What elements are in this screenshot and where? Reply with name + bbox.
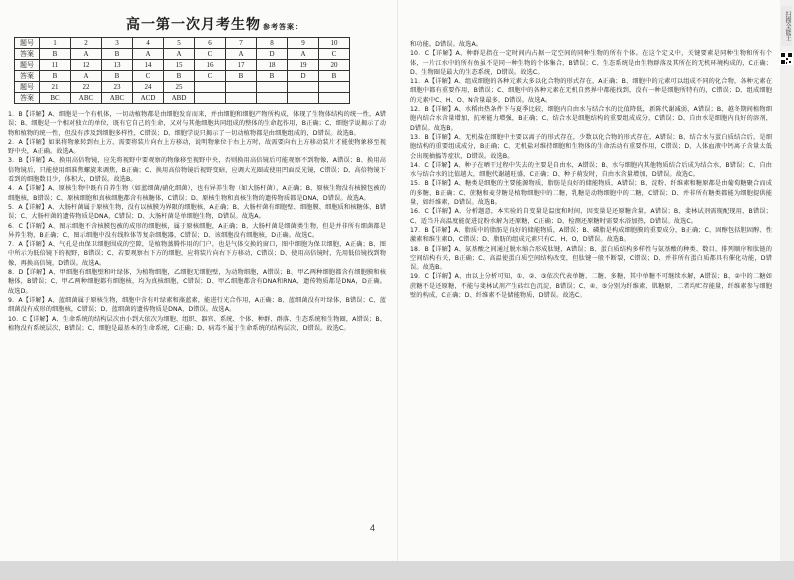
answer-table-cell: A [133, 49, 164, 60]
left-answer-explanations [8, 110, 386, 333]
explanation-paragraph: 13．B【详解】A、无机盐在细胞中主要以离子的形式存在，少数以化合物的形式存在，A错误；B、结合水与蛋白质结合后，是细胞结构的重要组成成分，B正确；C、无机盐对维持细胞和生物体的生命活动有重要作用，C错误；D、人体血液中钙离子含量太低会出现抽搐等症状，D错误。故选B。 [410, 133, 772, 160]
answer-table-row [15, 38, 350, 49]
title-suffix: 参考答案： [263, 22, 303, 31]
answer-table-cell: B [102, 49, 133, 60]
qr-code-icon [780, 52, 793, 65]
answer-table-cell: A [164, 49, 195, 60]
answer-table-header-cell: 题号 [15, 38, 40, 49]
answer-table-cell: 1 [40, 38, 71, 49]
answer-table-cell: B [164, 71, 195, 82]
answer-table-cell: 13 [102, 60, 133, 71]
explanation-paragraph: 2．A【详解】如果将物象转到右上方，需要将装片向右上方移动，说明物象位于右上方时，故需要向右上方移动装片才能使物象移至视野中央，A正确。故选A。 [8, 138, 386, 156]
answer-table-row [15, 82, 350, 93]
explanation-paragraph: 18．B【详解】A、氨基酸之间通过脱水缩合形成肽键，A错误；B、蛋白质结构多样性与氨基酸的种类、数目、排列顺序和肽链的空间结构有关，B正确；C、高温使蛋白质空间结构改变，但肽键一般不断裂，C错误；D、并非所有蛋白质都具有催化功能，D错误。故选B。 [410, 245, 772, 272]
answer-table-cell: B [226, 71, 257, 82]
explanation-paragraph: 4．A【详解】A、原核生物中既有自养生物（如蓝细菌/硝化细菌），也有异养生物（如大肠杆菌），A正确；B、原核生物没有核膜包被的细胞核，B错误；C、原核细胞和真核细胞都含有核糖体，C错误；D、原核生物和真核生物的遗传物质都是DNA，D错误。故选A。 [8, 185, 386, 202]
answer-table-cell: 12 [71, 60, 102, 71]
side-strip [780, 0, 794, 561]
answer-table-cell: C [319, 49, 350, 60]
answer-table-cell: A [288, 49, 319, 60]
explanation-paragraph: 15．B【详解】A、糖类是细胞的主要能源物质，脂肪是良好的储能物质，A错误；B、淀粉、纤维素和糖原都是由葡萄糖聚合而成的多糖，B正确；C、蔗糖和麦芽糖是植物细胞中的二糖，乳糖是动物细胞中的二糖，C错误；D、并非所有糖类都能为细胞提供能量，如纤维素，D错误。故选B。 [410, 180, 772, 207]
explanation-paragraph: 10．C【详解】A、生命系统的结构层次由小到大依次为细胞、组织、器官、系统、个体、种群、群落、生态系统和生物圈，A错误；B、植物没有系统层次，B错误；C、细胞是最基本的生命系统，C正确；D、病毒不属于生命系统的结构层次，D错误。故选C。 [8, 315, 386, 332]
answer-table-cell: D [257, 49, 288, 60]
answer-table-cell [257, 93, 288, 104]
explanation-paragraph: 16．C【详解】A、分析题意，本实验的自变量是温度和时间，因变量是还原糖含量，A错误；B、斐林试剂需现配现用，B错误；C、适当升高温度能促进淀粉水解为还原糖，C正确；D、检测还原糖时需要水浴加热，D错误。故选C。 [410, 208, 772, 225]
answer-table-cell: 4 [133, 38, 164, 49]
answer-table-cell: 9 [288, 38, 319, 49]
answer-table-cell: BC [40, 93, 71, 104]
explanation-paragraph: 1．B【详解】A、细胞是一个有机体，一切动植物都是由细胞发育而来，并由细胞和细胞产物所构成，体现了生物体结构的统一性，A错误；B、细胞是一个相对独立的单位，既有它自己的生命，又对与其他细胞共同组成的整体的生命起作用，B正确；C、细胞学说揭示了动物和植物的统一性，但没有涉及到细胞多样性，C错误；D、细胞学说只揭示了一切动植物都是由细胞组成的，D错误。故选B。 [8, 111, 386, 137]
answer-table-cell [226, 93, 257, 104]
answer-table-header-cell: 答案 [15, 71, 40, 82]
answer-table-cell: ACD [133, 93, 164, 104]
answer-table-cell [288, 93, 319, 104]
answer-table-row [15, 60, 350, 71]
page-number: 4 [370, 523, 376, 533]
answer-table-cell: 11 [40, 60, 71, 71]
answer-table-cell: 15 [164, 60, 195, 71]
answer-table-header-cell: 题号 [15, 60, 40, 71]
explanation-paragraph: 6．C【详解】A、图示细胞不含核膜包被的成形的细胞核，属于原核细胞，A正确；B、大肠杆菌是细菌类生物，但是并非所有细菌都是异养生物，B正确；C、图示细胞中没有线粒体等复杂细胞器，C错误；D、该细胞没有细胞核，D正确。故选C。 [8, 222, 386, 239]
explanation-paragraph: 14．C【详解】A、种子在晒干过程中失去的主要是自由水，A错误；B、水与细胞内其他物质结合后成为结合水，B错误；C、自由水与结合水的比值越大，细胞代谢越旺盛，C正确；D、种子萌发时，自由水含量增加，D错误。故选C。 [410, 161, 772, 179]
answer-table-header-cell: 答案 [15, 93, 40, 104]
page-fold [397, 0, 398, 561]
answer-table-cell: B [102, 71, 133, 82]
explanation-paragraph: 10．C【详解】A、种群是指在一定时间内占据一定空间的同种生物的所有个体。在这个定义中，关键要素是同种生物和所有个体，一片江水中的所有鱼虽不是同一种生物的个体集合，B错误；C、生态系统是由生物群落及其所在的无机环境构成的，C正确；D、生物圈是最大的生态系统，D错误。故选C。 [410, 50, 772, 76]
answer-table-cell: 6 [195, 38, 226, 49]
right-answer-explanations [410, 40, 772, 300]
answer-table-cell [257, 82, 288, 93]
answer-table-cell: 16 [195, 60, 226, 71]
answer-table-cell: A [71, 49, 102, 60]
answer-table-cell [195, 93, 226, 104]
answer-table-cell: B [40, 71, 71, 82]
explanation-paragraph: 19．C【详解】A、由以上分析可知，①、②、③依次代表单糖、二糖、多糖，其中单糖不可继续水解，A错误；B、②中的二糖如蔗糖不是还原糖，不能与斐林试剂产生砖红色沉淀，B错误；C、④、⑤分别为纤维素、肌糖原，二者均贮存能量，纤维素参与细胞壁的构成，C正确；D、纤维素不是储能物质，D错误。故选C。 [410, 273, 772, 300]
answer-table-cell: 17 [226, 60, 257, 71]
answer-table-cell: ABC [71, 93, 102, 104]
explanation-paragraph: 9．A【详解】A、蓝细菌属于原核生物，细胞中含有叶绿素和藻蓝素，能进行光合作用，A正确；B、蓝细菌没有叶绿体，B错误；C、蓝细菌没有成形的细胞核，C错误；D、蓝细菌的遗传物质是DNA，D错误。故选A。 [8, 296, 386, 314]
answer-table-row [15, 93, 350, 104]
answer-table-cell: 8 [257, 38, 288, 49]
answer-table-cell [319, 93, 350, 104]
explanation-paragraph: 7．A【详解】A、气孔是由保卫细胞围成的空隙，是植物蒸腾作用的门户，也是气体交换的窗口，图中细胞为保卫细胞，A正确；B、图中所示为低倍镜下的视野，B错误；C、若要观察右下方的细胞，应将装片向右下方移动，C错误；D、使用高倍镜时，先用低倍镜找到物像，再换高倍镜，D错误。故选A。 [8, 241, 386, 267]
answer-table-header-cell: 题号 [15, 82, 40, 93]
answer-table-cell: 20 [319, 60, 350, 71]
answer-table-cell: 21 [40, 82, 71, 93]
answer-table-cell: D [288, 71, 319, 82]
answer-table-cell [195, 82, 226, 93]
explanation-paragraph: 8．D【详解】A、甲细胞有细胞壁和叶绿体，为植物细胞，乙细胞无细胞壁，为动物细胞，A错误；B、甲乙两种细胞都含有细胞膜和核糖体，B错误；C、甲乙两种细胞都有细胞核，均为真核细胞，C错误；D、甲乙细胞都含有DNA和RNA，遗传物质都是DNA，D正确。故选D。 [8, 269, 386, 295]
answer-table-cell: A [226, 49, 257, 60]
answer-table-header-cell: 答案 [15, 49, 40, 60]
answer-table-cell: 5 [164, 38, 195, 49]
answer-table-cell: C [195, 71, 226, 82]
answer-table-cell: B [319, 71, 350, 82]
answer-table-row [15, 71, 350, 82]
answer-table [14, 37, 350, 104]
explanation-paragraph: 17．B【详解】A、脂质中的脂肪是良好的储能物质，A错误；B、磷脂是构成细胞膜的重要成分，B正确；C、固醇包括胆固醇、性激素和维生素D，C错误；D、脂肪的组成元素只有C、H、O，D错误。故选B。 [410, 226, 772, 244]
answer-table-cell [288, 82, 319, 93]
explanation-paragraph: 3．B【详解】A、换用高倍物镜，应先将视野中要观察的物像移至视野中央，否则换用高倍镜后可能观察不到物像，A错误；B、换用高倍物镜后，只能使用细准焦螺旋来调焦，B正确；C、换用高倍物镜后视野变暗，应调大光圈或使用凹面反光镜，C错误；D、高倍物镜下看到的细胞数目少，体积大，D错误。故选B。 [8, 157, 386, 184]
answer-table-cell: 24 [133, 82, 164, 93]
answer-table-cell: C [195, 49, 226, 60]
answer-table-cell: B [257, 71, 288, 82]
explanation-paragraph: 和功能。D错误。故选A。 [410, 41, 483, 48]
explanation-paragraph: 11．A【详解】A、组成细胞的各种元素大多以化合物的形式存在，A正确；B、细胞中的元素可以组成不同的化合物，各种元素在细胞中都有重要作用，B错误；C、细胞中的各种元素在无机自然界中都能找到，没有一种是细胞所特有的，C错误；D、组成细胞的元素中C、H、O、N含量最多，D错误。故选A。 [410, 78, 772, 104]
answer-table-cell: 14 [133, 60, 164, 71]
answer-table-cell: C [133, 71, 164, 82]
answer-table-cell: 23 [102, 82, 133, 93]
answer-table-cell: ABC [102, 93, 133, 104]
answer-table-cell: A [71, 71, 102, 82]
explanation-paragraph: 5．A【详解】A、大肠杆菌属于原核生物，没有以核膜为界限的细胞核，A正确；B、大肠杆菌有细胞壁、细胞膜、细胞质和核糖体，B错误；C、大肠杆菌的遗传物质是DNA，C错误；D、大肠杆菌是单细胞生物，D错误。故选A。 [8, 203, 386, 221]
answer-table-cell: 25 [164, 82, 195, 93]
answer-table-cell: 19 [288, 60, 319, 71]
right-page [410, 40, 772, 580]
answer-table-cell [319, 82, 350, 93]
answer-table-cell: 10 [319, 38, 350, 49]
answer-table-cell: 7 [226, 38, 257, 49]
page-title: 高一第一次月考生物 参考答案： [126, 17, 303, 33]
left-page [8, 14, 386, 554]
scanner-app-tag: 扫描全能王 [781, 6, 792, 46]
answer-table-cell [226, 82, 257, 93]
answer-table-cell: 18 [257, 60, 288, 71]
answer-table-cell: 3 [102, 38, 133, 49]
answer-table-cell: 22 [71, 82, 102, 93]
answer-table-cell: B [40, 49, 71, 60]
explanation-paragraph: 12．B【详解】A、水稻由热条件下与夏季比较，细胞内自由水与结合水的比值降低，新陈代谢减弱，A错误；B、越冬期间植物细胞内结合水含量增加，抗寒能力增强，B正确；C、结合水是细胞结构的重要组成成分，C错误；D、自由水是细胞内良好的溶剂，D错误。故选B。 [410, 106, 772, 132]
answer-table-cell: 2 [71, 38, 102, 49]
answer-table-row [15, 49, 350, 60]
answer-table-cell: ABD [164, 93, 195, 104]
